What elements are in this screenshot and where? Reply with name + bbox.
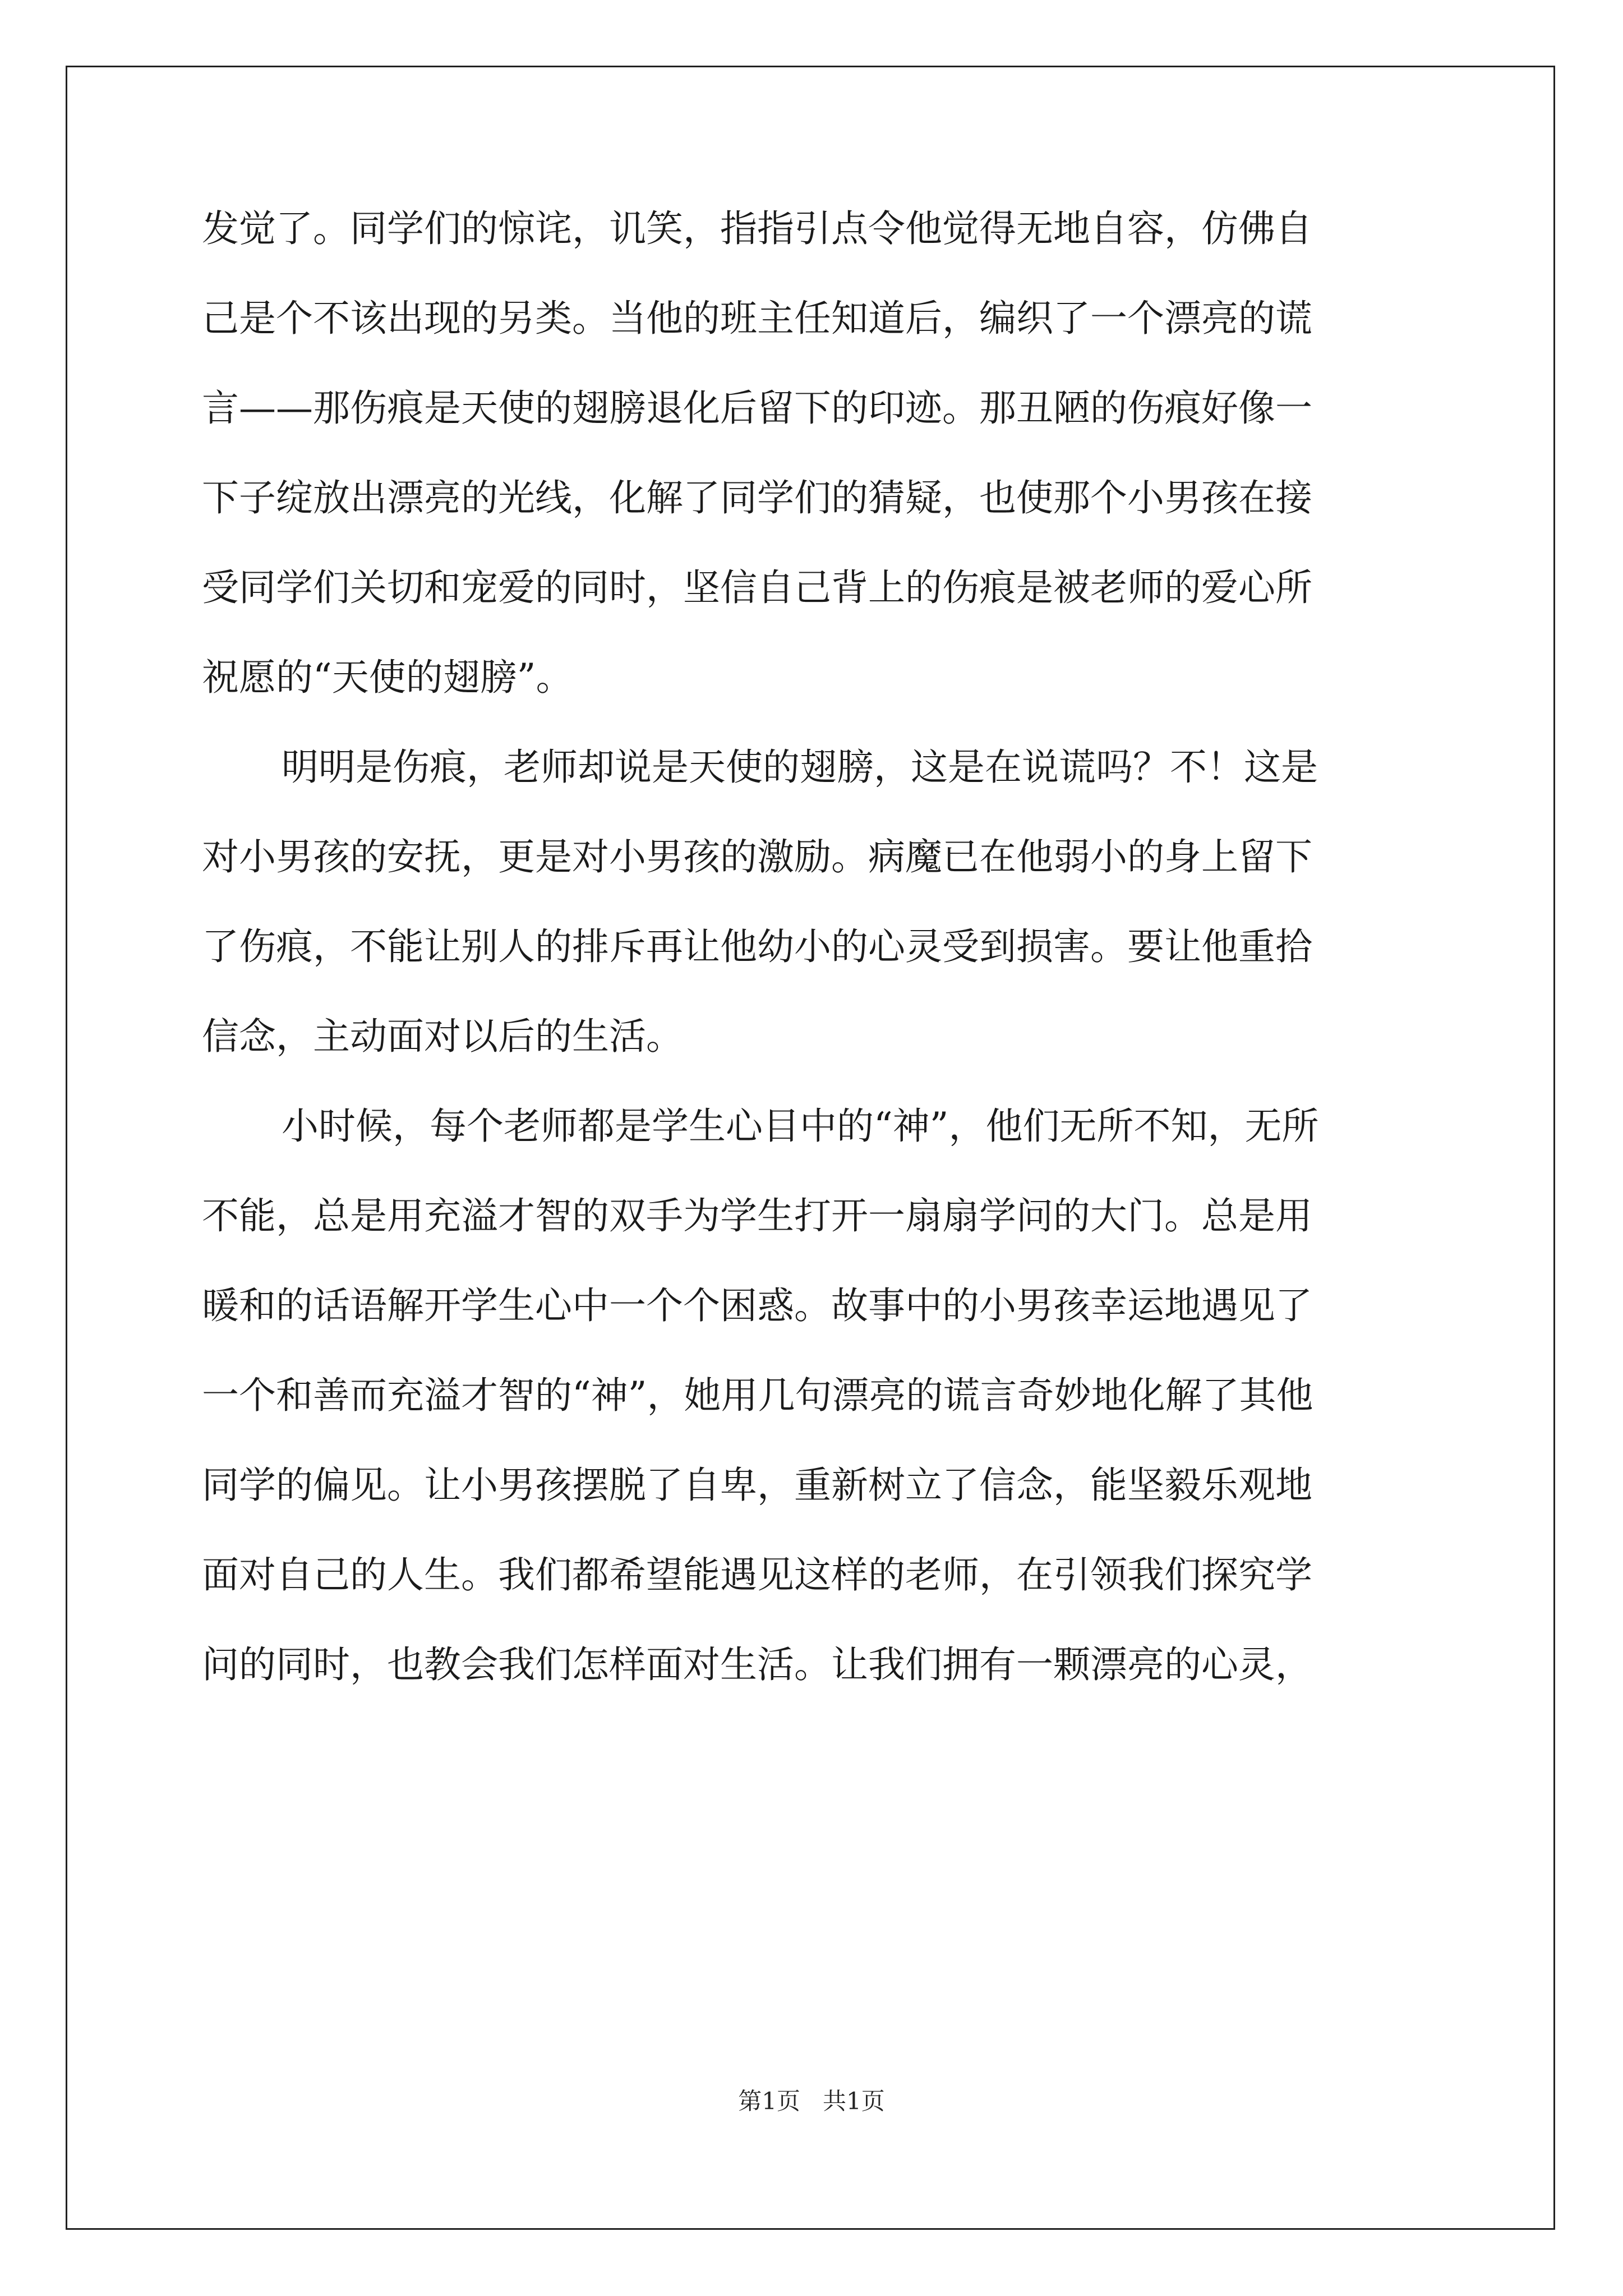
text-line-14: 一个和善而充溢才智的“神”，她用几句漂亮的谎言奇妙地化解了其他 [202, 1374, 1313, 1417]
page-footer: 第1页 共1页 [738, 2087, 885, 2115]
text-line-15: 同学的偏见。让小男孩摆脱了自卑，重新树立了信念，能坚毅乐观地 [202, 1464, 1312, 1507]
text-line-12: 不能，总是用充溢才智的双手为学生打开一扇扇学问的大门。总是用 [202, 1194, 1312, 1237]
text-line-6: 祝愿的“天使的翅膀”。 [202, 656, 573, 699]
text-line-17: 问的同时，也教会我们怎样面对生活。让我们拥有一颗漂亮的心灵， [202, 1643, 1312, 1686]
text-line-4: 下子绽放出漂亮的光线，化解了同学们的猜疑，也使那个小男孩在接 [202, 476, 1312, 519]
text-line-2: 己是个不该出现的另类。当他的班主任知道后，编织了一个漂亮的谎 [202, 297, 1312, 340]
text-line-3: 言——那伤痕是天使的翅膀退化后留下的印迹。那丑陋的伤痕好像一 [202, 386, 1312, 430]
text-line-13: 暖和的话语解开学生心中一个个困惑。故事中的小男孩幸运地遇见了 [202, 1284, 1312, 1327]
text-line-1: 发觉了。同学们的惊诧，讥笑，指指引点令他觉得无地自容，仿佛自 [202, 207, 1312, 250]
document-body [202, 207, 1436, 1736]
text-line-9: 了伤痕，不能让别人的排斥再让他幼小的心灵受到损害。要让他重拾 [202, 925, 1312, 968]
text-line-10: 信念，主动面对以后的生活。 [202, 1015, 683, 1058]
text-line-5: 受同学们关切和宠爱的同时，坚信自己背上的伤痕是被老师的爱心所 [202, 566, 1312, 609]
text-line-11: 小时候，每个老师都是学生心目中的“神”，他们无所不知，无所 [282, 1105, 1319, 1148]
text-line-8: 对小男孩的安抚，更是对小男孩的激励。病魔已在他弱小的身上留下 [202, 835, 1312, 878]
text-line-16: 面对自己的人生。我们都希望能遇见这样的老师，在引领我们探究学 [202, 1553, 1312, 1596]
text-line-7: 明明是伤痕，老师却说是天使的翅膀，这是在说谎吗？不！这是 [282, 746, 1318, 789]
